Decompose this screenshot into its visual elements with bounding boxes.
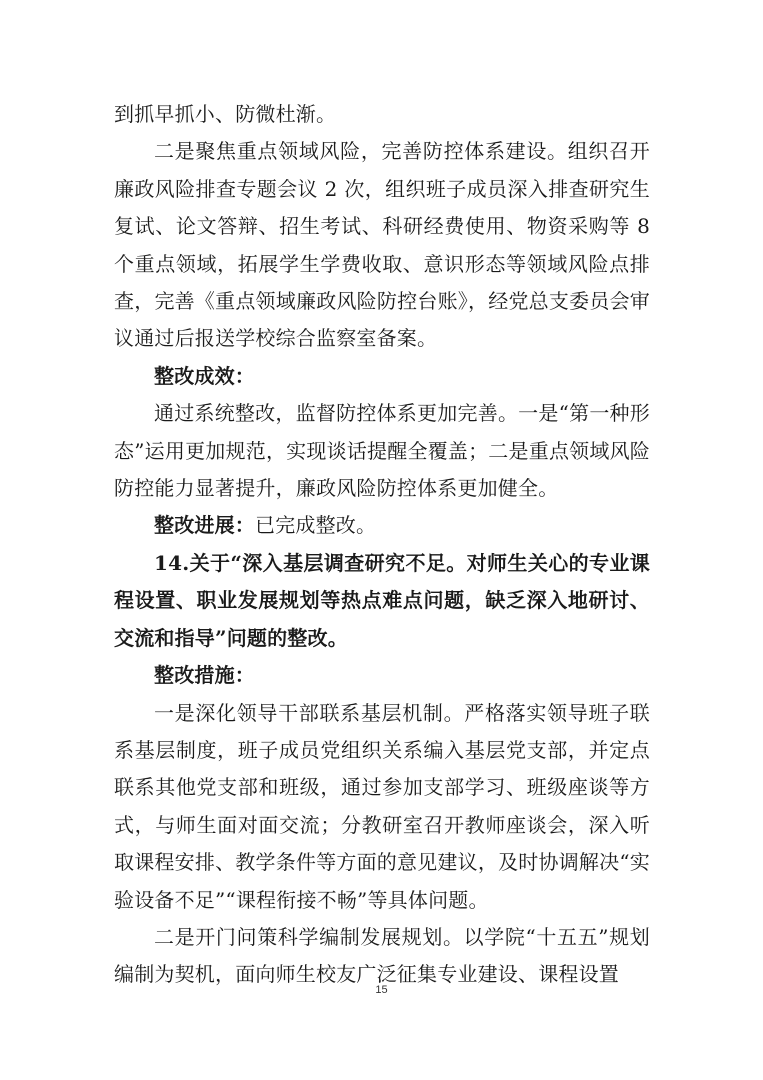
progress-status: 已完成整改。 [255,513,377,538]
paragraph-progress [114,507,650,544]
page-number: 15 [375,984,388,996]
paragraph-results: 通过系统整改，监督防控体系更加完善。一是“第一种形态”运用更加规范，实现谈话提醒全覆盖；二是重点领域风险防控能力显著提升，廉政风险防控体系更加健全。 [114,401,650,501]
heading-rectification-progress: 整改进展： [154,513,255,538]
paragraph-continuation: 到抓早抓小、防微杜渐。 [114,102,337,126]
paragraph-measure-one: 一是深化领导干部联系基层机制。严格落实领导班子联系基层制度，班子成员党组织关系编入基层党支部，并定点联系其他党支部和班级，通过参加支部学习、班级座谈等方式，与师生面对面交流；分教研室召开教师座谈会，深入听取课程安排、教学条件等方面的意见建议，及时协调解决“实验设备不足”“课程衔接不畅”等具体问题。 [114,700,650,912]
heading-item-14: 14.关于“深入基层调查研究不足。对师生关心的专业课程设置、职业发展规划等热点难点问题，缺乏深入地研讨、交流和指导”问题的整改。 [114,550,650,650]
paragraph-risk-control: 二是聚焦重点领域风险，完善防控体系建设。组织召开廉政风险排查专题会议 2 次，组织班子成员深入排查研究生复试、论文答辩、招生考试、科研经费使用、物资采购等 8 个重点领域，拓展学生学费收取、意识形态等领域风险点排查，完善《重点领域廉政风险防控台账》，经党总支委员会审议通过后报送学校综合监察室备案。 [114,139,650,351]
heading-rectification-results: 整改成效： [154,363,255,388]
paragraph-measure-two: 二是开门问策科学编制发展规划。以学院“十五五”规划编制为契机，面向师生校友广泛征集专业建设、课程设置 [114,924,650,987]
heading-rectification-measures: 整改措施： [154,663,255,688]
page-content [114,96,650,994]
